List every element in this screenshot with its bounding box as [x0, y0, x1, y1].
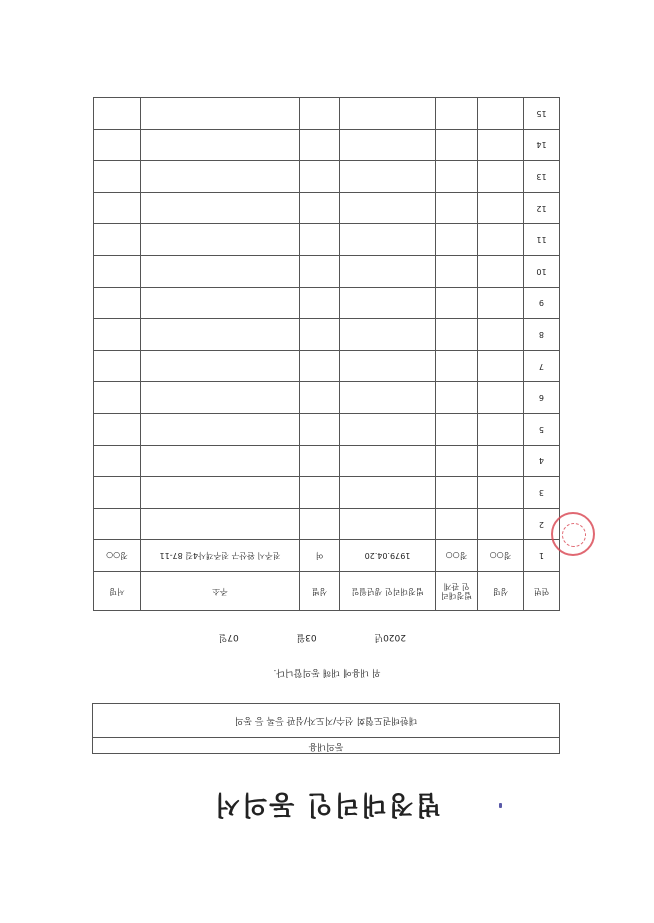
- agree-sentence: 위 내용에 대해 동의합니다.: [273, 667, 381, 677]
- table-row: [94, 161, 560, 193]
- row-sign: [94, 161, 141, 193]
- row-no: 9: [524, 287, 560, 319]
- table-row: [94, 414, 560, 446]
- row-sign: [94, 382, 141, 414]
- consent-body: 대한태권도협회 선수/지도자/심판 등록 등 동의: [234, 715, 418, 725]
- row-sign: 정○○: [94, 540, 141, 572]
- table-row: [94, 98, 560, 130]
- page-title: 법정대리인 동의서: [213, 789, 441, 819]
- row-name: [478, 256, 524, 288]
- row-relation: [436, 445, 478, 477]
- row-address: [141, 192, 300, 224]
- row-gender: [300, 414, 340, 446]
- row-gender: [300, 98, 340, 130]
- row-no: 5: [524, 414, 560, 446]
- row-no: 13: [524, 161, 560, 193]
- row-sign: [94, 129, 141, 161]
- row-birth: [340, 161, 436, 193]
- row-address: [141, 382, 300, 414]
- row-sign: [94, 350, 141, 382]
- row-address: [141, 129, 300, 161]
- row-birth: [340, 414, 436, 446]
- row-name: [478, 508, 524, 540]
- row-relation: [436, 256, 478, 288]
- row-address: [141, 161, 300, 193]
- row-address: [141, 445, 300, 477]
- row-birth: 1979.04.20: [340, 540, 436, 572]
- row-sign: [94, 224, 141, 256]
- consent-heading: 동의내용: [93, 737, 559, 753]
- row-address: [141, 287, 300, 319]
- table-header-row: [94, 572, 560, 611]
- date-year: 2020년: [374, 632, 406, 642]
- row-address: [141, 508, 300, 540]
- row-birth: [340, 508, 436, 540]
- row-gender: [300, 224, 340, 256]
- row-sign: [94, 477, 141, 509]
- consent-box: [92, 703, 560, 754]
- row-name: 정○○: [478, 540, 524, 572]
- row-gender: [300, 319, 340, 351]
- header-relation: 법정대리인 관계: [436, 572, 478, 611]
- row-relation: [436, 192, 478, 224]
- row-name: [478, 192, 524, 224]
- row-birth: [340, 192, 436, 224]
- row-no: 7: [524, 350, 560, 382]
- row-relation: [436, 224, 478, 256]
- row-name: [478, 477, 524, 509]
- date-month: 03월: [296, 632, 317, 642]
- row-address: [141, 98, 300, 130]
- row-name: [478, 319, 524, 351]
- row-name: [478, 129, 524, 161]
- row-sign: [94, 256, 141, 288]
- row-birth: [340, 256, 436, 288]
- row-relation: 정○○: [436, 540, 478, 572]
- header-gender: 성별: [300, 572, 340, 611]
- row-address: [141, 256, 300, 288]
- header-no: 연번: [524, 572, 560, 611]
- row-no: 14: [524, 129, 560, 161]
- row-birth: [340, 129, 436, 161]
- row-address: [141, 414, 300, 446]
- row-sign: [94, 414, 141, 446]
- table-row: [94, 508, 560, 540]
- row-no: 8: [524, 319, 560, 351]
- row-relation: [436, 477, 478, 509]
- row-name: [478, 445, 524, 477]
- row-no: 3: [524, 477, 560, 509]
- row-no: 4: [524, 445, 560, 477]
- row-no: 10: [524, 256, 560, 288]
- row-relation: [436, 414, 478, 446]
- row-no: 12: [524, 192, 560, 224]
- row-address: [141, 319, 300, 351]
- row-relation: [436, 382, 478, 414]
- row-address: [141, 224, 300, 256]
- date-line: [106, 632, 406, 645]
- row-name: [478, 287, 524, 319]
- table-row: [94, 445, 560, 477]
- row-no: 1: [524, 540, 560, 572]
- table-row: [94, 287, 560, 319]
- table-row: [94, 129, 560, 161]
- header-birth: 법정대리인 생년월일: [340, 572, 436, 611]
- table-row: [94, 382, 560, 414]
- header-name: 성명: [478, 572, 524, 611]
- row-birth: [340, 98, 436, 130]
- row-birth: [340, 350, 436, 382]
- row-name: [478, 98, 524, 130]
- row-relation: [436, 508, 478, 540]
- row-address: [141, 477, 300, 509]
- table-row: [94, 477, 560, 509]
- row-gender: [300, 382, 340, 414]
- row-address: 전주시 완산구 전주객사4길 87-11: [141, 540, 300, 572]
- header-sign: 서명: [94, 572, 141, 611]
- row-gender: [300, 287, 340, 319]
- row-no: 11: [524, 224, 560, 256]
- table-row: [94, 224, 560, 256]
- row-birth: [340, 224, 436, 256]
- row-relation: [436, 129, 478, 161]
- table-row: [94, 350, 560, 382]
- row-name: [478, 350, 524, 382]
- guardian-table: [93, 97, 560, 611]
- row-relation: [436, 319, 478, 351]
- row-gender: [300, 477, 340, 509]
- row-relation: [436, 98, 478, 130]
- header-address: 주소: [141, 572, 300, 611]
- row-sign: [94, 98, 141, 130]
- table-row: [94, 540, 560, 572]
- row-gender: 여: [300, 540, 340, 572]
- row-gender: [300, 256, 340, 288]
- row-name: [478, 161, 524, 193]
- row-gender: [300, 350, 340, 382]
- row-no: 2: [524, 508, 560, 540]
- row-name: [478, 224, 524, 256]
- row-gender: [300, 129, 340, 161]
- row-gender: [300, 508, 340, 540]
- row-birth: [340, 477, 436, 509]
- row-gender: [300, 161, 340, 193]
- row-birth: [340, 319, 436, 351]
- table-row: [94, 256, 560, 288]
- row-sign: [94, 508, 141, 540]
- row-birth: [340, 287, 436, 319]
- row-gender: [300, 445, 340, 477]
- row-sign: [94, 192, 141, 224]
- row-name: [478, 414, 524, 446]
- red-seal-stamp: [551, 512, 595, 556]
- row-name: [478, 382, 524, 414]
- row-no: 15: [524, 98, 560, 130]
- row-sign: [94, 287, 141, 319]
- date-day: 07일: [218, 632, 239, 642]
- table-row: [94, 319, 560, 351]
- row-birth: [340, 382, 436, 414]
- row-gender: [300, 192, 340, 224]
- row-sign: [94, 319, 141, 351]
- row-address: [141, 350, 300, 382]
- table-row: [94, 192, 560, 224]
- row-relation: [436, 287, 478, 319]
- row-relation: [436, 161, 478, 193]
- row-birth: [340, 445, 436, 477]
- row-no: 6: [524, 382, 560, 414]
- row-relation: [436, 350, 478, 382]
- row-sign: [94, 445, 141, 477]
